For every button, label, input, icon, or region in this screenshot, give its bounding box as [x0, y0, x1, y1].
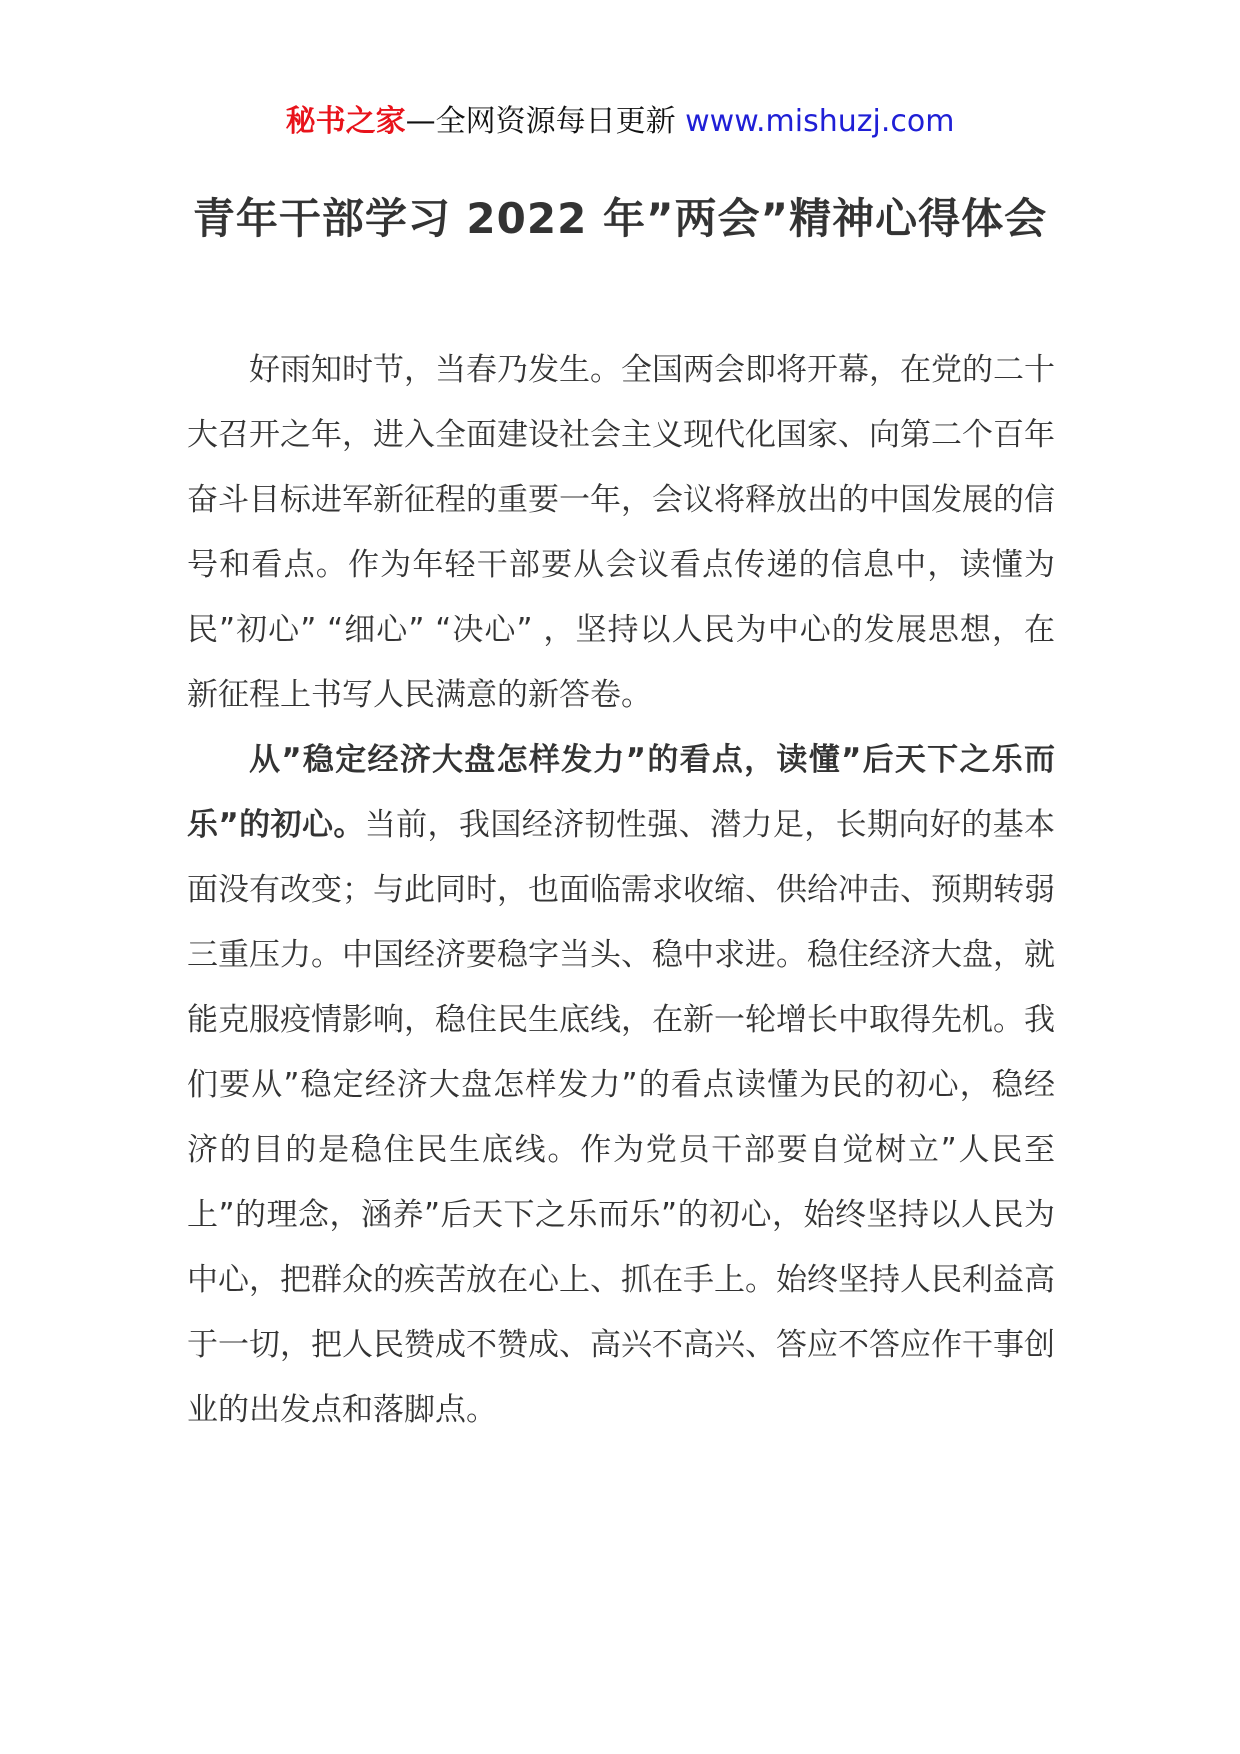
- paragraph-1-text: 好雨知时节，当春乃发生。全国两会即将开幕，在党的二十大召开之年，进入全面建设社会主义现代化国家、向第二个百年奋斗目标进军新征程的重要一年，会议将释放出的中国发展的信号和看点。作为年轻干部要从会议看点传递的信息中，读懂为民”初心” “细心” “决心” ，坚持以人民为中心的发展思想，在新征程上书写人民满意的新答卷。: [187, 352, 1055, 713]
- site-brand: 秘书之家: [285, 104, 406, 139]
- site-header: [0, 100, 1240, 144]
- paragraph-1: [187, 338, 1055, 728]
- site-tagline: —全网资源每日更新: [405, 104, 686, 139]
- document-title: 青年干部学习 2022 年”两会”精神心得体会: [192, 194, 1048, 243]
- paragraph-2-text: 当前，我国经济韧性强、潜力足，长期向好的基本面没有改变；与此同时，也面临需求收缩、供给冲击、预期转弱三重压力。中国经济要稳字当头、稳中求进。稳住经济大盘，就能克服疫情影响，稳住民生底线，在新一轮增长中取得先机。我们要从”稳定经济大盘怎样发力”的看点读懂为民的初心，稳经济的目的是稳住民生底线。作为党员干部要自觉树立”人民至上”的理念，涵养”后天下之乐而乐”的初心，始终坚持以人民为中心，把群众的疾苦放在心上、抓在手上。始终坚持人民利益高于一切，把人民赞成不赞成、高兴不高兴、答应不答应作干事创业的出发点和落脚点。: [187, 807, 1056, 1428]
- document-body: [187, 338, 1055, 1443]
- paragraph-2: [187, 728, 1055, 1443]
- site-url-link[interactable]: www.mishuzj.com: [685, 104, 955, 139]
- paragraph-2-lead: 从”稳定经济大盘怎样发力”的看点，读懂”后天下之乐而乐”的初心。: [187, 742, 1055, 843]
